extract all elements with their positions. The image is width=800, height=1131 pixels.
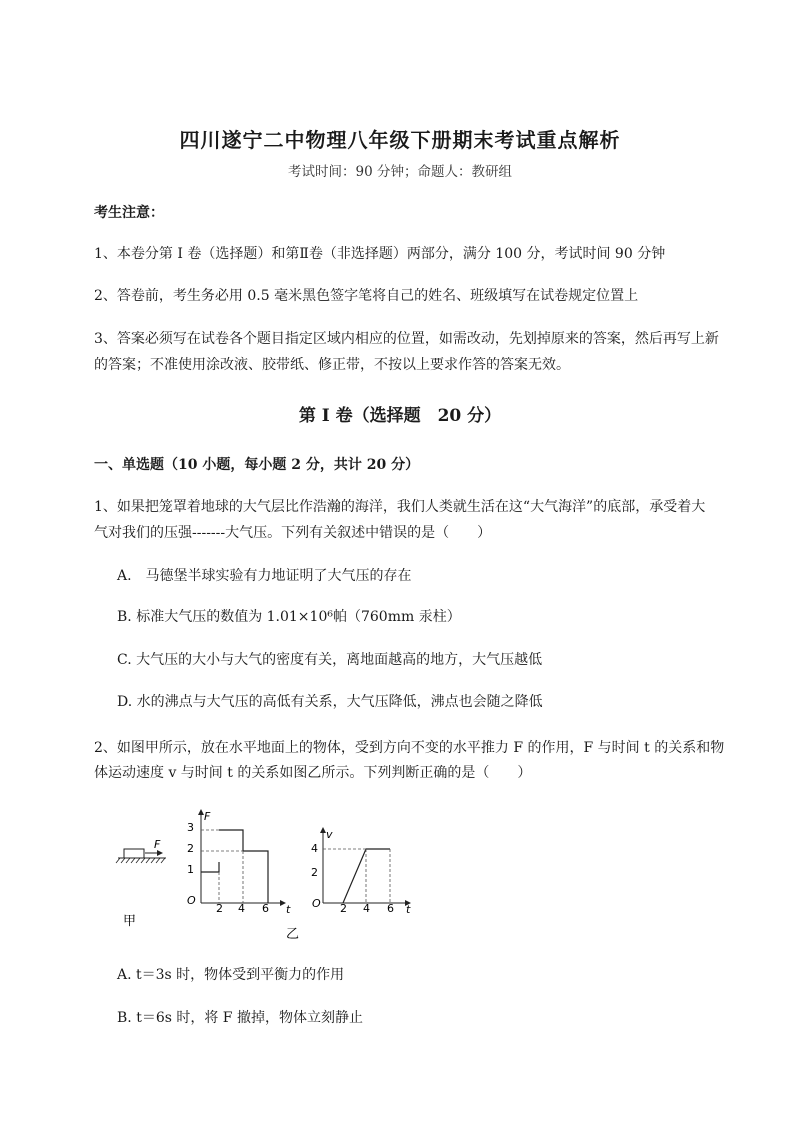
- notice-heading: 考生注意：: [94, 205, 164, 221]
- question-2-line-2: 体运动速度 v 与时间 t 的关系如图乙所示。下列判断正确的是（ ）: [94, 765, 532, 781]
- q2-option-b[interactable]: B. t＝6s 时，将 F 撤掉，物体立刻静止: [117, 1010, 363, 1026]
- v-t-tick-6: 6: [387, 902, 394, 915]
- section-title: 第 I 卷（选择题 20 分）: [298, 406, 502, 426]
- f-tick-3: 3: [187, 821, 194, 834]
- v-t-guides: [323, 849, 390, 903]
- v-t-line: [343, 849, 390, 903]
- question-2-figure: [110, 800, 440, 945]
- label-yi: 乙: [286, 927, 300, 942]
- question-2-line-1: 2、如图甲所示，放在水平地面上的物体，受到方向不变的水平推力 F 的作用，F 与时间 t 的关系和物: [94, 740, 725, 756]
- f-t-tick-4: 4: [238, 902, 245, 915]
- v-t-graph: [311, 828, 411, 916]
- question-1-line-2: 气对我们的压强-------大气压。下列有关叙述中错误的是（ ）: [94, 525, 492, 541]
- f-t-tick-2: 2: [216, 902, 223, 915]
- f-tick-1: 1: [187, 863, 194, 876]
- question-1-line-1: 1、如果把笼罩着地球的大气层比作浩瀚的海洋，我们人类就生活在这“大气海洋”的底部，承受着大: [94, 499, 706, 515]
- exam-info: 考试时间：90 分钟；命题人：教研组: [288, 164, 512, 180]
- f-origin: O: [187, 894, 196, 907]
- f-t-guides: [201, 830, 243, 903]
- q1-option-c[interactable]: C. 大气压的大小与大气的密度有关，离地面越高的地方，大气压越低: [117, 652, 543, 668]
- figure-jia: [116, 838, 166, 929]
- label-jia: 甲: [123, 914, 137, 929]
- notice-item-3: 3、答案必须写在试卷各个题目指定区域内相应的位置，如需改动，先划掉原来的答案，然后再写上新: [94, 331, 719, 347]
- v-t-tick-2: 2: [340, 902, 347, 915]
- q1-option-a[interactable]: A. 马德堡半球实验有力地证明了大气压的存在: [117, 568, 412, 584]
- q1-option-d[interactable]: D. 水的沸点与大气压的高低有关系，大气压降低，沸点也会随之降低: [117, 694, 543, 710]
- notice-item-3-cont: 的答案；不准使用涂改液、胶带纸、修正带，不按以上要求作答的答案无效。: [94, 357, 570, 373]
- v-tick-2: 2: [311, 866, 318, 879]
- force-label: F: [154, 838, 161, 851]
- notice-item-1: 1、本卷分第 I 卷（选择题）和第Ⅱ卷（非选择题）两部分，满分 100 分，考试时间 90 分钟: [94, 246, 666, 262]
- page-title: 四川遂宁二中物理八年级下册期末考试重点解析: [179, 128, 621, 152]
- f-t-axis-label: t: [286, 903, 291, 916]
- v-origin: O: [312, 897, 321, 910]
- f-tick-2: 2: [187, 842, 194, 855]
- f-t-tick-6: 6: [262, 902, 269, 915]
- q1-option-b[interactable]: B. 标准大气压的数值为 1.01×10⁶帕（760mm 汞柱）: [117, 609, 461, 625]
- q2-option-a[interactable]: A. t＝3s 时，物体受到平衡力的作用: [117, 967, 345, 983]
- f-t-graph: [187, 810, 299, 942]
- v-t-tick-4: 4: [363, 902, 370, 915]
- notice-item-2: 2、答卷前，考生务必用 0.5 毫米黑色签字笔将自己的姓名、班级填写在试卷规定位置上: [94, 288, 639, 304]
- block-shape: [124, 849, 144, 858]
- v-t-axis-label: t: [406, 903, 411, 916]
- ground-hatch: [116, 858, 165, 863]
- v-axis-label: v: [326, 828, 333, 841]
- f-axis-label: F: [204, 810, 211, 823]
- v-tick-4: 4: [311, 842, 318, 855]
- f-t-steps: [201, 830, 268, 903]
- part-heading: 一、单选题（10 小题，每小题 2 分，共计 20 分）: [94, 457, 420, 473]
